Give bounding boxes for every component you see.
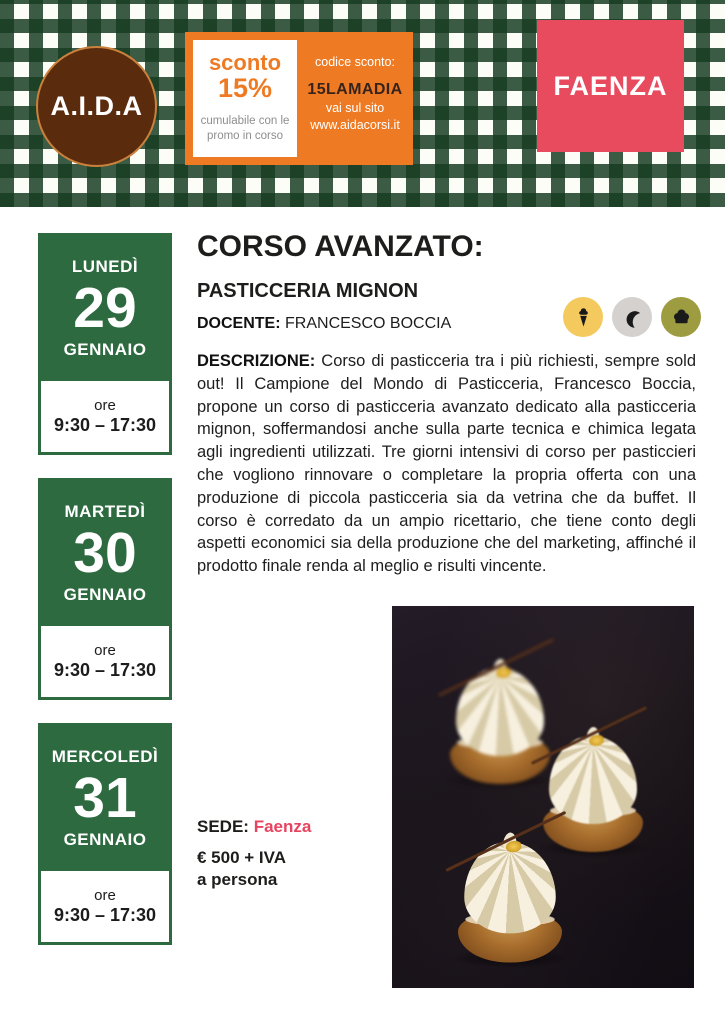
croissant-icon <box>612 297 652 337</box>
price: € 500 + IVA <box>197 848 286 867</box>
description-text: Corso di pasticceria tra i più richiesti, sempre sold out! Il Campione del Mondo di Pasticceria, Francesco Boccia, propone un corso di pasticceria avanzato dedicato alla pasticceria mignon, soffermandosi anche sulla parte tecnica e chimica legata agli ingredienti utilizzati. Tre giorni intensivi di corso per pasticcieri che vogliono rinnovare o completare la propria offerta con una produzione di piccola pasticceria sia da vetrina che da buffet. Il corso è corredato da un ampio ricettario, che tiene conto degli aspetti economici sia della produzione che del marketing, affinché il prodotto finale renda al meglio e risulti vincente. <box>197 352 696 576</box>
promo-code: 15LAMADIA <box>307 80 403 98</box>
date-card-time-panel <box>41 381 169 452</box>
promo-site-line1: vai sul sito <box>325 101 385 116</box>
date-card-time-panel <box>41 871 169 942</box>
teacher-line <box>197 315 451 333</box>
date-day-label: LUNEDÌ <box>71 256 139 276</box>
venue-label: SEDE: <box>197 817 249 836</box>
promo-code-panel <box>297 32 413 165</box>
venue-city: Faenza <box>253 817 312 836</box>
time-label: ore <box>94 397 116 414</box>
date-month-label: GENNAIO <box>63 340 147 360</box>
date-month-label: GENNAIO <box>63 830 147 850</box>
date-card-green-panel <box>41 481 169 626</box>
time-range: 9:30 – 17:30 <box>53 415 157 435</box>
croissant-icon-glyph <box>622 307 643 328</box>
course-photo <box>392 606 694 988</box>
date-card-green-panel <box>41 726 169 871</box>
date-card-green-panel <box>41 236 169 381</box>
price-note: a persona <box>197 870 278 889</box>
discount-panel <box>193 40 297 157</box>
pastry-icon-glyph <box>671 307 692 328</box>
discount-value: 15% <box>217 73 273 104</box>
course-description <box>197 350 696 578</box>
date-card-tuesday <box>38 478 172 700</box>
promo-code-label: codice sconto: <box>315 55 395 69</box>
venue-line <box>197 817 311 837</box>
time-label: ore <box>94 642 116 659</box>
promo-box <box>185 32 413 165</box>
date-day-label: MERCOLEDÌ <box>51 746 159 766</box>
date-month-label: GENNAIO <box>63 585 147 605</box>
time-label: ore <box>94 887 116 904</box>
date-card-monday <box>38 233 172 455</box>
discount-word: sconto <box>208 50 282 75</box>
date-number: 29 <box>73 275 137 340</box>
location-badge <box>537 20 684 152</box>
teacher-name: FRANCESCO BOCCIA <box>285 315 452 332</box>
aida-logo-text: A.I.D.A <box>50 91 143 121</box>
gelato-icon-glyph <box>573 307 594 328</box>
discount-note: cumulabile con le promo in corso <box>200 114 290 142</box>
venue-block <box>197 817 311 891</box>
header-banner <box>0 0 725 207</box>
time-range: 9:30 – 17:30 <box>53 660 157 680</box>
pastry-icon <box>661 297 701 337</box>
time-range: 9:30 – 17:30 <box>53 905 157 925</box>
promo-site-url: www.aidacorsi.it <box>310 118 400 133</box>
date-day-label: MARTEDÌ <box>64 501 146 521</box>
gelato-icon <box>563 297 603 337</box>
teacher-label: DOCENTE: <box>197 315 281 332</box>
course-subtitle: PASTICCERIA MIGNON <box>197 280 419 302</box>
description-label: DESCRIZIONE: <box>197 352 316 370</box>
topic-icons-row <box>563 297 701 337</box>
date-card-time-panel <box>41 626 169 697</box>
date-card-wednesday <box>38 723 172 945</box>
pastry-tartlet <box>448 831 573 962</box>
date-number: 30 <box>73 520 137 585</box>
date-number: 31 <box>73 765 137 830</box>
aida-logo <box>36 46 157 167</box>
course-title: CORSO AVANZATO: <box>197 230 484 263</box>
location-badge-text: FAENZA <box>553 70 668 101</box>
